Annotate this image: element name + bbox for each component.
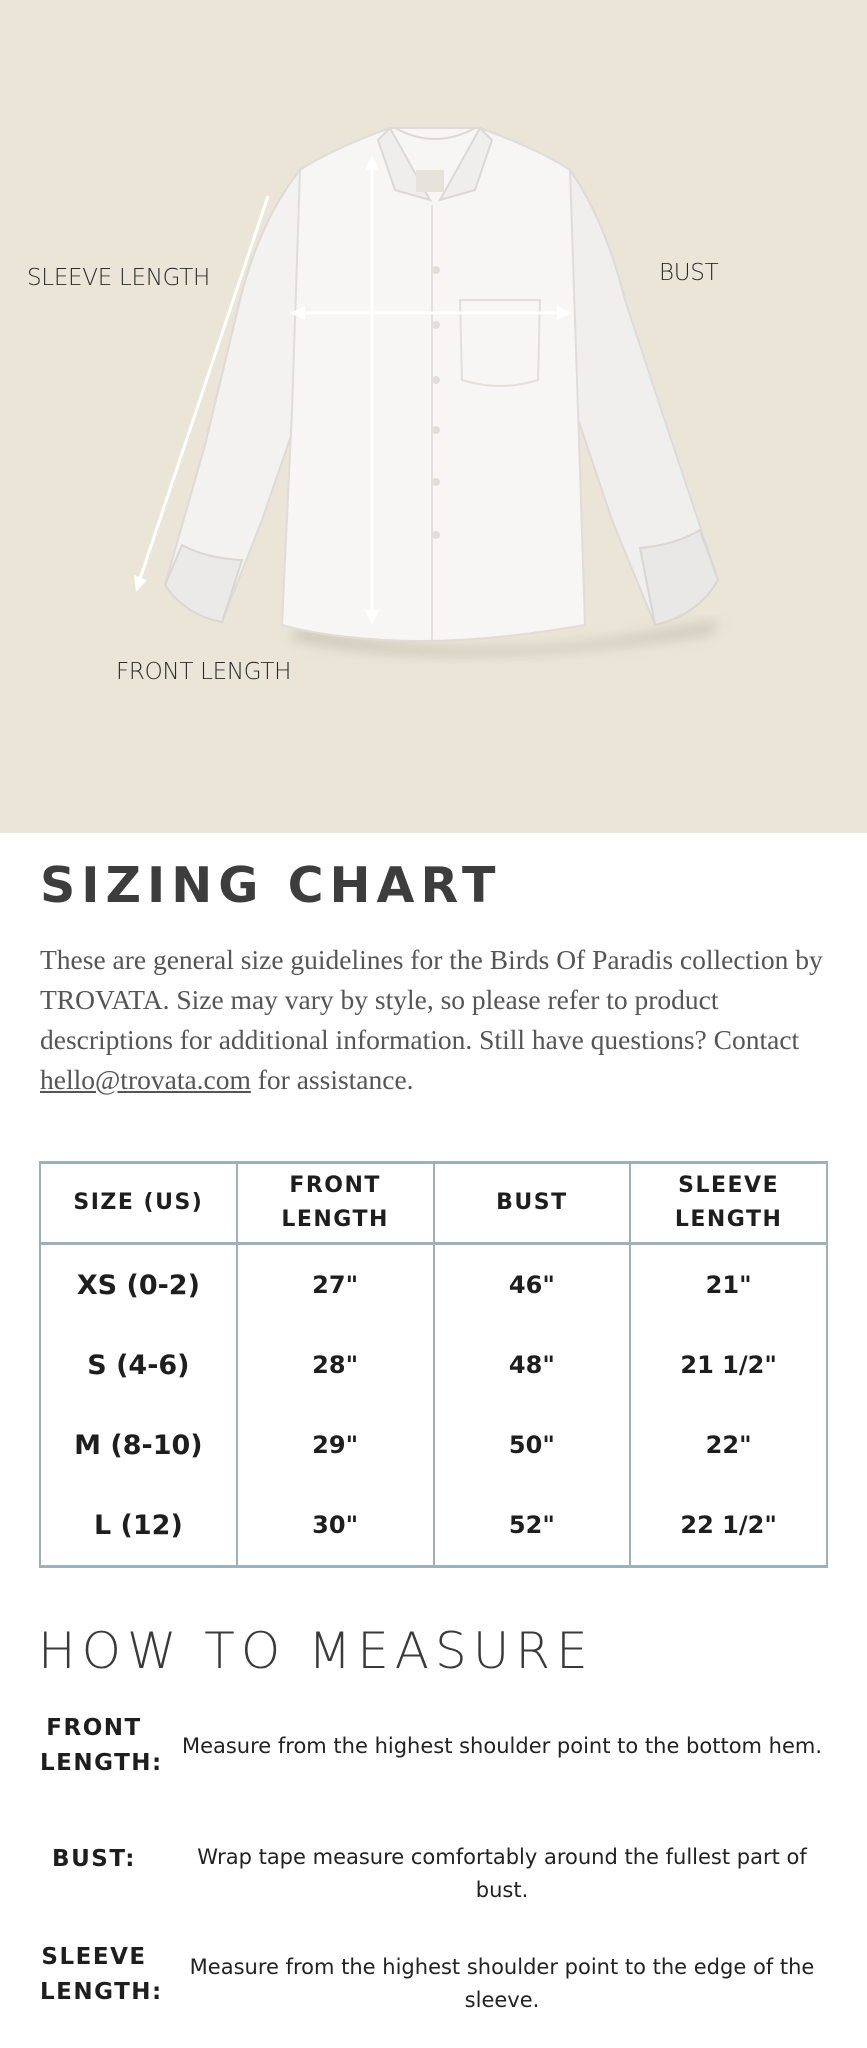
size-cell: XS (0-2) bbox=[40, 1244, 237, 1326]
sleeve-length-cell: 21 1/2" bbox=[630, 1325, 827, 1405]
header-size: SIZE (US) bbox=[40, 1163, 237, 1244]
header-front-length: FRONT LENGTH bbox=[237, 1163, 434, 1244]
front-length-cell: 28" bbox=[237, 1325, 434, 1405]
sleeve-length-label: SLEEVE LENGTH bbox=[27, 265, 211, 291]
front-length-cell: 29" bbox=[237, 1405, 434, 1485]
size-cell: L (12) bbox=[40, 1485, 237, 1567]
bust-label: BUST bbox=[659, 260, 719, 286]
measure-label-sleeve-length: SLEEVE LENGTH: bbox=[40, 1944, 163, 2005]
table-row bbox=[40, 1485, 827, 1567]
front-length-cell: 27" bbox=[237, 1244, 434, 1326]
size-cell: M (8-10) bbox=[40, 1405, 237, 1485]
table-row bbox=[40, 1405, 827, 1485]
product-image-section bbox=[0, 0, 867, 833]
front-length-cell: 30" bbox=[237, 1485, 434, 1567]
bust-cell: 46" bbox=[434, 1244, 631, 1326]
size-cell: S (4-6) bbox=[40, 1325, 237, 1405]
measure-desc-bust: Wrap tape measure comfortably around the fullest part of bust. bbox=[197, 1845, 807, 1902]
table-row bbox=[40, 1325, 827, 1405]
measure-desc-sleeve-length: Measure from the highest shoulder point to the edge of the sleeve. bbox=[189, 1955, 815, 2012]
how-to-measure-title: HOW TO MEASURE bbox=[38, 1622, 594, 1680]
sizing-chart-title: SIZING CHART bbox=[40, 857, 502, 914]
bust-cell: 50" bbox=[434, 1405, 631, 1485]
size-table bbox=[39, 1161, 828, 1568]
measure-desc-front-length: Measure from the highest shoulder point to the bottom hem. bbox=[181, 1734, 823, 1758]
table-row bbox=[40, 1244, 827, 1326]
measure-label-bust: BUST: bbox=[52, 1846, 136, 1872]
measure-label-front-length: FRONT LENGTH: bbox=[40, 1715, 163, 1776]
sleeve-length-cell: 22" bbox=[630, 1405, 827, 1485]
header-bust: BUST bbox=[434, 1163, 631, 1244]
intro-text: These are general size guidelines for the Birds Of Paradis collection by TROVATA. Size may vary by style, so please refer to product descriptions for additional information. Still have questions? Contact bbox=[40, 944, 823, 1055]
bust-cell: 52" bbox=[434, 1485, 631, 1567]
header-sleeve-length: SLEEVE LENGTH bbox=[630, 1163, 827, 1244]
shirt-illustration bbox=[0, 0, 867, 833]
intro-suffix: for assistance. bbox=[250, 1064, 414, 1095]
sleeve-length-cell: 21" bbox=[630, 1244, 827, 1326]
table-header-row bbox=[40, 1163, 827, 1244]
sleeve-length-cell: 22 1/2" bbox=[630, 1485, 827, 1567]
bust-cell: 48" bbox=[434, 1325, 631, 1405]
contact-email-link[interactable]: hello@trovata.com bbox=[40, 1064, 251, 1095]
sizing-intro bbox=[40, 940, 840, 1100]
front-length-label: FRONT LENGTH bbox=[116, 659, 292, 685]
